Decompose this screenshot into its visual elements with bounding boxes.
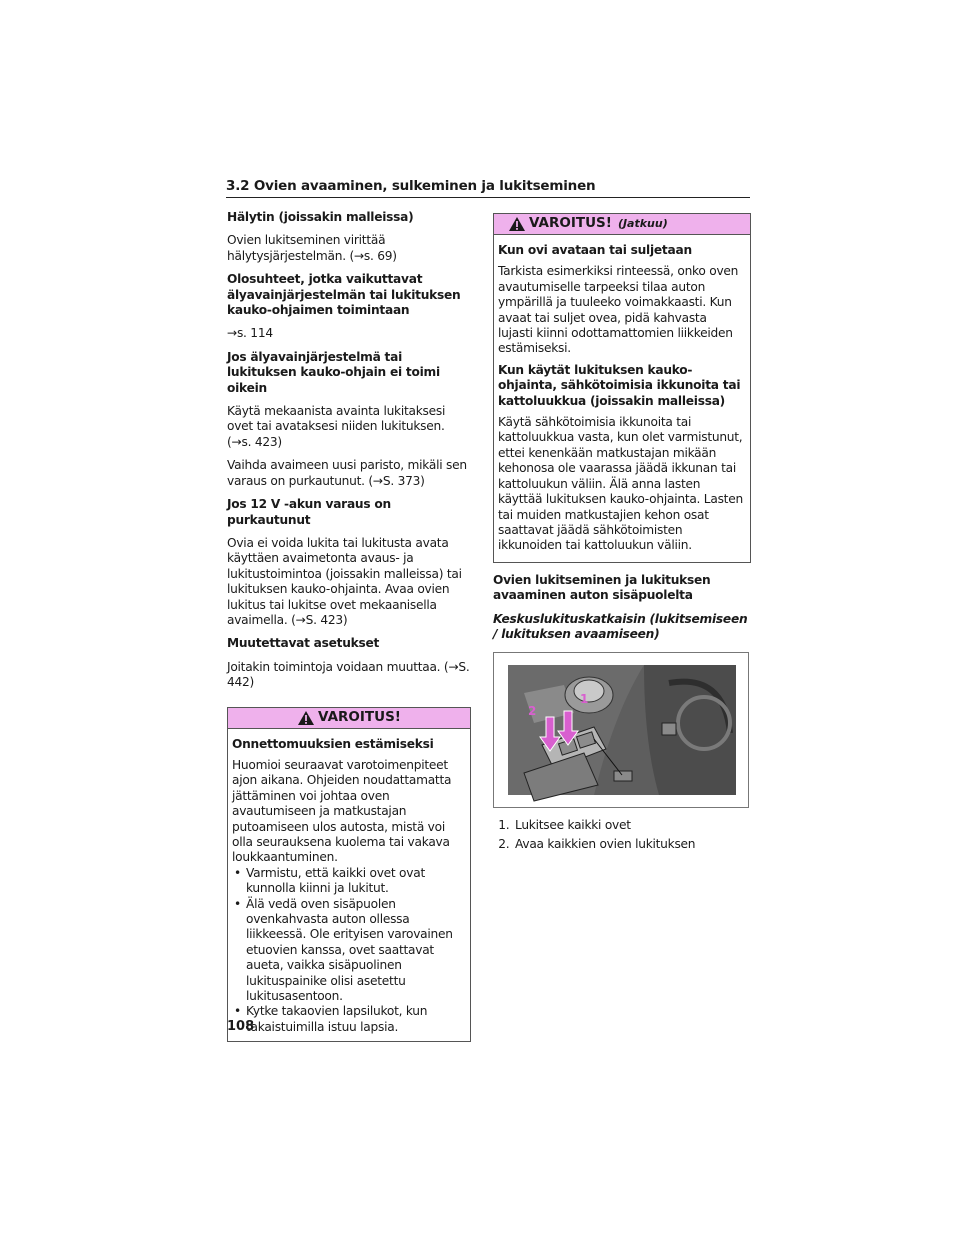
remote-text: Käytä sähkötoimisia ikkunoita tai kattoluukkua vasta, kun olet varmistunut, ettei kenenkään matkustajan mikään kehonosa ole vaarassa jäädä ikkunan tai kattoluukun väliin. Älä anna lasten käyttää lukituksen kauko-ohjainta. Lasten tai muiden matkustajien kehon osat saattavat jäädä sähkötoimisten ikkunoiden tai kattoluukun väliin. <box>498 415 743 553</box>
alarm-text: Ovien lukitseminen virittää hälytysjärjestelmän. (→s. 69) <box>227 233 397 263</box>
page-number: 108 <box>227 1019 255 1034</box>
conditions-heading: Olosuhteet, jotka vaikuttavat älyavainjärjestelmän tai lukituksen kauko-ohjaimen toimintaan <box>227 272 461 318</box>
warning-bullet-list <box>232 866 465 1035</box>
section-header: 3.2 Ovien avaaminen, sulkeminen ja lukitseminen <box>226 178 750 198</box>
list-item: • Varmistu, että kaikki ovet ovat kunnolla kiinni ja lukitut. <box>232 866 465 897</box>
warning-continued-header <box>494 214 750 235</box>
list-item: 2. Avaa kaikkien ovien lukituksen <box>513 837 751 852</box>
battery-text: Ovia ei voida lukita tai lukitusta avata käyttäen avaimetonta avaus- ja lukitustoimintoa (joissakin malleissa) tai lukituksen kauko-ohjainta. Avaa ovien lukitus tai lukitse ovet mekaanisella avaimella. (→S. 423) <box>227 535 462 627</box>
list-item: 1. Lukitsee kaikki ovet <box>513 818 751 833</box>
warning-header <box>228 708 470 729</box>
callout-label-2: 2 <box>528 704 537 719</box>
door-heading: Kun ovi avataan tai suljetaan <box>498 243 692 257</box>
warning-continued-body <box>494 235 750 562</box>
door-lock-switch-illustration <box>494 653 750 809</box>
continued-label: (Jatkuu) <box>617 217 668 231</box>
warning-body <box>228 729 470 1042</box>
switch-function-list <box>493 818 751 852</box>
warning-box <box>227 707 471 1043</box>
warning-title: Onnettomuuksien estämiseksi <box>232 736 434 751</box>
inside-lock-heading: Ovien lukitseminen ja lukituksen avaaminen auton sisäpuolelta <box>493 572 711 603</box>
settings-heading: Muutettavat asetukset <box>227 636 380 651</box>
fail-text-1: Käytä mekaanista avainta lukitaksesi ovet tai avataksesi niiden lukituksen. (→s. 423) <box>227 404 446 449</box>
warning-continued-box <box>493 213 751 563</box>
list-item: • Kytke takaovien lapsilukot, kun takaistuimilla istuu lapsia. <box>232 1004 465 1035</box>
warning-label: VAROITUS! <box>318 708 401 725</box>
door-lock-switch-figure <box>493 652 749 808</box>
callout-label-1: 1 <box>580 692 589 707</box>
warning-triangle-icon <box>297 710 315 726</box>
remote-heading: Kun käytät lukituksen kauko-ohjainta, sähkötoimisia ikkunoita tai kattoluukkua (joissakin malleissa) <box>498 362 741 408</box>
switch-subheading: Keskuslukituskatkaisin (lukitsemiseen / lukituksen avaamiseen) <box>493 611 748 641</box>
battery-heading: Jos 12 V -akun varaus on purkautunut <box>227 497 391 527</box>
warning-label: VAROITUS! <box>529 215 612 232</box>
warning-text: Huomioi seuraavat varotoimenpiteet ajon aikana. Ohjeiden noudattamatta jättäminen voi johtaa oven avautumiseen ja matkustajan putoamiseen ulos autosta, mistä voi olla seurauksena kuolema tai vakava loukkaantuminen. <box>232 757 452 865</box>
fail-heading: Jos älyavainjärjestelmä tai lukituksen kauko-ohjain ei toimi oikein <box>227 349 440 395</box>
left-column <box>227 210 471 1042</box>
settings-text: Joitakin toimintoja voidaan muuttaa. (→S. 442) <box>227 659 470 690</box>
warning-triangle-icon <box>508 216 526 232</box>
fail-text-2: Vaihda avaimeen uusi paristo, mikäli sen varaus on purkautunut. (→S. 373) <box>227 458 467 488</box>
alarm-heading: Hälytin (joissakin malleissa) <box>227 210 414 224</box>
list-item: • Älä vedä oven sisäpuolen ovenkahvasta auton ollessa liikkeessä. Ole erityisen varovainen etuovien kanssa, ovet saattavat aueta, vaikka sisäpuolinen lukituspainike olisi asetettu lukitusasentoon. <box>232 897 465 1005</box>
door-text: Tarkista esimerkiksi rinteessä, onko oven avautumiselle tarpeeksi tilaa auton ympärillä ja tuuleeko voimakkaasti. Kun avaat tai suljet ovea, pidä kahvasta lujasti kiinni odottamattomien liikkeiden estämiseksi. <box>498 264 739 356</box>
conditions-ref: →s. 114 <box>227 326 273 341</box>
right-column <box>493 210 751 855</box>
